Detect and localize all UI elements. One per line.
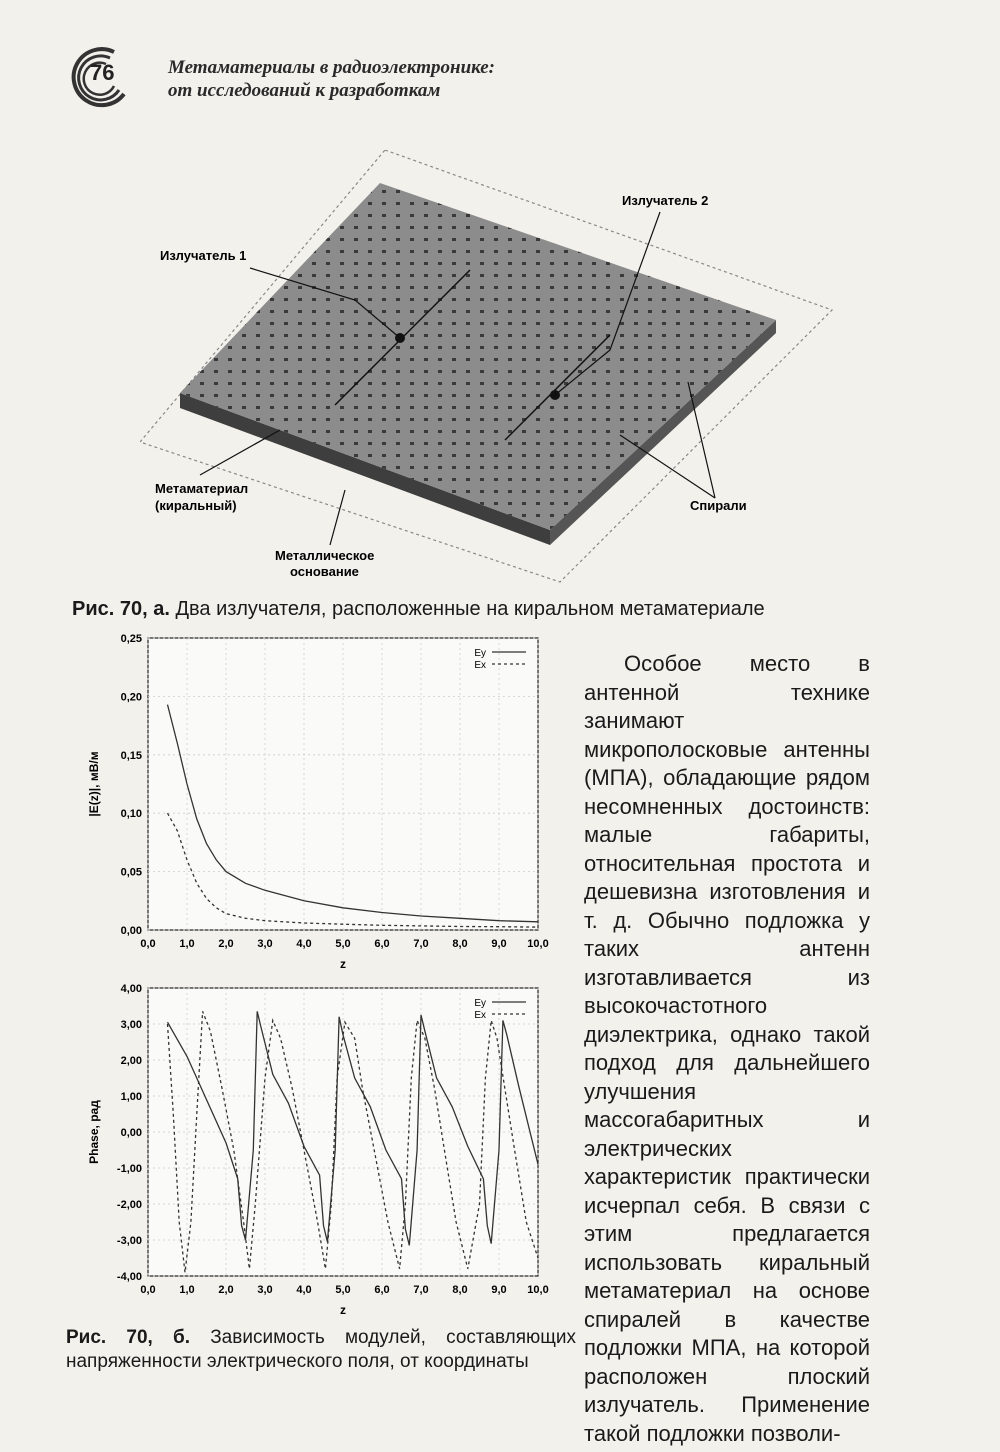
x-tick-label: 6,0 <box>374 938 390 950</box>
x-tick-label: 10,0 <box>527 1284 549 1296</box>
x-tick-label: 4,0 <box>296 1284 312 1296</box>
label-metamaterial-2: (киральный) <box>155 498 237 513</box>
x-tick-label: 1,0 <box>179 1284 195 1296</box>
leader-spirals-1 <box>620 435 715 498</box>
y-tick-label: 4,00 <box>120 983 142 995</box>
legend-label-ex: Ex <box>474 1010 486 1021</box>
y-tick-label: 0,00 <box>120 925 142 937</box>
label-base-1: Металлическое <box>275 548 375 563</box>
x-tick-label: 0,0 <box>140 938 156 950</box>
x-tick-label: 7,0 <box>413 938 429 950</box>
field-magnitude-chart <box>60 628 570 978</box>
figure-a-caption <box>72 598 765 621</box>
label-spirals: Спирали <box>690 498 747 513</box>
body-paragraph: Особое место в антенной технике занимают микрополосковые антенны (МПА), обладающие рядом несомненных достоинств: малые габариты, относительная простота и дешевизна изготовления и т. д. Обычно подложка у таких антенн изготавливается из высокочастотного диэлектрика, однако такой подход для дальнейшего улучшения массогабаритных и электрических характеристик практически исчерпал себя. В связи с этим предлагается использовать киральный метаматериал на основе спиралей в качестве подложки МПА, на которой расположен плоский излучатель. Применение такой подложки позволи- <box>584 651 870 1446</box>
leader-metamaterial <box>200 430 280 475</box>
y-tick-label: 0,00 <box>120 1127 142 1139</box>
running-title <box>168 56 495 102</box>
y-tick-label: -3,00 <box>116 1235 142 1247</box>
label-base-2: основание <box>290 564 359 579</box>
figure-a-caption-text: Два излучателя, расположенные на киральном метаматериале <box>169 598 765 620</box>
figure-b-caption <box>66 1326 576 1374</box>
legend-label-ey: Ey <box>474 648 486 659</box>
x-tick-label: 3,0 <box>257 938 273 950</box>
y-tick-label: 0,05 <box>120 866 142 879</box>
x-axis-label: z <box>340 1303 346 1317</box>
x-axis-label: z <box>340 957 346 971</box>
x-tick-label: 9,0 <box>491 938 507 950</box>
legend-label-ey: Ey <box>474 998 486 1009</box>
y-axis-label: Phase, рад <box>87 1100 101 1164</box>
x-tick-label: 6,0 <box>374 1284 390 1296</box>
label-metamaterial-1: Метаматериал <box>155 481 249 496</box>
y-tick-label: 0,25 <box>120 633 142 645</box>
y-tick-label: 0,10 <box>120 808 142 821</box>
x-tick-label: 3,0 <box>257 1284 273 1296</box>
y-tick-label: 3,00 <box>120 1019 142 1031</box>
y-axis-label: |E(z)|, мВ/м <box>87 751 101 817</box>
x-tick-label: 8,0 <box>452 1284 468 1296</box>
y-tick-label: 1,00 <box>120 1091 142 1103</box>
figure-a-caption-label: Рис. 70, а. <box>72 598 170 620</box>
figure-b-caption-label: Рис. 70, б. <box>66 1327 191 1348</box>
y-tick-label: -4,00 <box>116 1271 142 1283</box>
page-header <box>66 42 666 112</box>
y-tick-label: 0,20 <box>120 691 142 704</box>
y-tick-label: 2,00 <box>120 1055 142 1067</box>
legend-label-ex: Ex <box>474 660 486 671</box>
y-tick-label: -2,00 <box>116 1199 142 1211</box>
figure-b-caption-text: Зависимость модулей, составляющих напряженности электрического поля, от координаты <box>66 1327 576 1372</box>
leader-base <box>330 490 345 545</box>
x-tick-label: 1,0 <box>179 938 195 950</box>
x-tick-label: 4,0 <box>296 938 312 950</box>
metamaterial-figure <box>140 150 840 590</box>
label-emitter2: Излучатель 2 <box>622 193 709 208</box>
x-tick-label: 9,0 <box>491 1284 507 1296</box>
label-emitter1: Излучатель 1 <box>160 248 247 263</box>
running-title-line1: Метаматериалы в радиоэлектронике: <box>168 57 495 78</box>
x-tick-label: 10,0 <box>527 938 549 950</box>
x-tick-label: 2,0 <box>218 1284 234 1296</box>
field-phase-chart <box>60 978 570 1323</box>
running-title-line2: от исследований к разработкам <box>168 80 441 101</box>
y-tick-label: 0,15 <box>120 749 142 762</box>
x-tick-label: 0,0 <box>140 1284 156 1296</box>
y-tick-label: -1,00 <box>116 1163 142 1175</box>
body-text-column <box>584 650 870 1448</box>
x-tick-label: 8,0 <box>452 938 468 950</box>
page-number: 76 <box>90 60 115 85</box>
board-pattern <box>180 183 776 530</box>
x-tick-label: 5,0 <box>335 1284 351 1296</box>
x-tick-label: 7,0 <box>413 1284 429 1296</box>
x-tick-label: 2,0 <box>218 938 234 950</box>
x-tick-label: 5,0 <box>335 938 351 950</box>
